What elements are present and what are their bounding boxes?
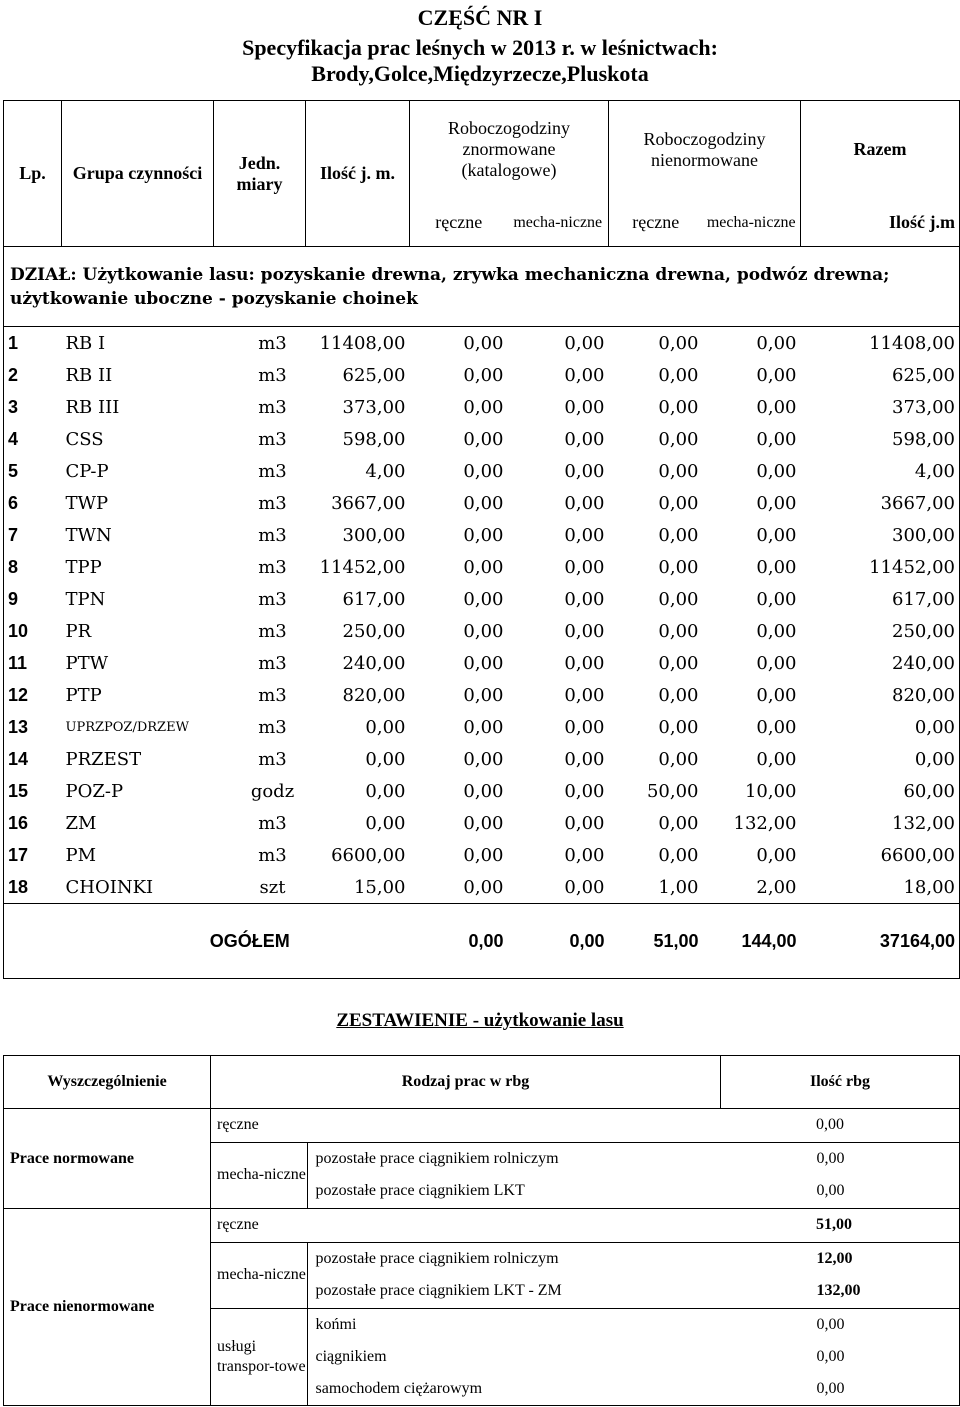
- row-razem: 250,00: [892, 620, 955, 642]
- summary-item-name: ciągnikiem: [315, 1347, 387, 1365]
- row-razem: 625,00: [892, 364, 955, 386]
- summary-item-value: 12,00: [816, 1250, 853, 1267]
- row-jm: m3: [258, 588, 287, 610]
- row-razem: 300,00: [892, 524, 955, 546]
- row-grupa: RB II: [65, 364, 113, 386]
- row-nienorm-mech: 0,00: [756, 428, 797, 450]
- row-jm: m3: [258, 748, 287, 770]
- row-nienorm-mech: 0,00: [756, 332, 797, 354]
- row-nienorm-mech: 0,00: [756, 684, 797, 706]
- header-nienormowane: Roboczogodziny nienormowane: [609, 101, 801, 199]
- row-nienorm-reczne: 0,00: [658, 332, 699, 354]
- row-grupa: RB I: [65, 332, 106, 354]
- row-jm: m3: [258, 428, 287, 450]
- table-row: [4, 839, 960, 871]
- row-grupa: TWP: [65, 492, 109, 514]
- row-ilosc: 6600,00: [331, 844, 406, 866]
- row-nienorm-mech: 0,00: [756, 844, 797, 866]
- header-lp: Lp.: [4, 101, 62, 247]
- sum-header-ilosc: Ilość rbg: [721, 1056, 960, 1109]
- summary-item-value: 0,00: [816, 1150, 845, 1168]
- summary-title: ZESTAWIENIE - użytkowanie lasu: [336, 1010, 624, 1031]
- row-nienorm-reczne: 0,00: [658, 588, 699, 610]
- section-dzial: DZIAŁ: Użytkowanie lasu: pozyskanie drewna, zrywka mechaniczna drewna, podwóz drewna; użytkowanie uboczne - pozyskanie choinek: [4, 247, 960, 327]
- summary-item-name: pozostałe prace ciągnikiem rolniczym: [315, 1250, 559, 1267]
- row-ilosc: 11452,00: [319, 556, 406, 578]
- row-grupa: PTP: [65, 684, 102, 706]
- summary-item: [308, 1309, 960, 1341]
- row-jm: m3: [258, 524, 287, 546]
- row-nienorm-reczne: 0,00: [658, 524, 699, 546]
- row-norm-reczne: 0,00: [463, 620, 504, 642]
- row-norm-mech: 0,00: [564, 556, 605, 578]
- row-nienorm-reczne: 0,00: [658, 556, 699, 578]
- row-grupa: TPP: [65, 556, 102, 578]
- row-nienorm-mech: 10,00: [744, 780, 797, 802]
- row-nienorm-mech: 0,00: [756, 620, 797, 642]
- table-row: [4, 327, 960, 360]
- summary-item-name: pozostałe prace ciągnikiem LKT - ZM: [315, 1282, 562, 1299]
- summary-item: [308, 1341, 960, 1373]
- row-nienorm-mech: 0,00: [756, 748, 797, 770]
- row-norm-mech: 0,00: [564, 876, 605, 898]
- row-norm-reczne: 0,00: [463, 780, 504, 802]
- row-norm-mech: 0,00: [564, 364, 605, 386]
- table-row: [4, 647, 960, 679]
- row-grupa: UPRZPOZ/DRZEW: [65, 719, 189, 735]
- nienorm-reczne-label: ręczne: [217, 1216, 259, 1234]
- row-norm-mech: 0,00: [564, 492, 605, 514]
- row-grupa: PM: [65, 844, 97, 866]
- summary-item: [308, 1275, 960, 1307]
- sum-header-rodzaj: Rodzaj prac w rbg: [211, 1056, 721, 1109]
- table-row: [4, 711, 960, 743]
- row-jm: m3: [258, 396, 287, 418]
- header-grupa: Grupa czynności: [62, 101, 214, 247]
- row-lp: 13: [8, 716, 29, 737]
- row-nienorm-mech: 2,00: [756, 876, 797, 898]
- row-ilosc: 0,00: [365, 812, 406, 834]
- total-label: OGÓŁEM: [4, 904, 410, 979]
- row-razem: 373,00: [892, 396, 955, 418]
- norm-reczne-value: 0,00: [816, 1116, 844, 1134]
- row-lp: 18: [8, 876, 29, 897]
- summary-item-value: 0,00: [816, 1182, 845, 1200]
- row-ilosc: 625,00: [342, 364, 406, 386]
- summary-item: [308, 1175, 960, 1207]
- header-nienorm-reczne: ręczne: [609, 199, 703, 247]
- row-norm-reczne: 0,00: [463, 652, 504, 674]
- row-jm: m3: [258, 460, 287, 482]
- row-lp: 4: [8, 428, 19, 449]
- row-norm-reczne: 0,00: [463, 812, 504, 834]
- row-grupa: CHOINKI: [65, 876, 154, 898]
- row-jm: m3: [258, 844, 287, 866]
- row-grupa: PR: [65, 620, 92, 642]
- nienorm-uslugi-label: usługi transpor-towe: [211, 1308, 307, 1405]
- norm-mech-label: mecha-niczne: [211, 1142, 307, 1208]
- row-razem: 60,00: [903, 780, 955, 802]
- table-row: [4, 743, 960, 775]
- normowane-block: [211, 1109, 960, 1208]
- row-norm-mech: 0,00: [564, 812, 605, 834]
- header-jedn: Jedn. miary: [214, 101, 306, 247]
- row-lp: 2: [8, 364, 19, 385]
- row-razem: 820,00: [892, 684, 955, 706]
- row-nienorm-reczne: 0,00: [658, 844, 699, 866]
- row-ilosc: 3667,00: [331, 492, 406, 514]
- row-razem: 598,00: [892, 428, 955, 450]
- row-nienorm-reczne: 1,00: [658, 876, 699, 898]
- table-row: [4, 615, 960, 647]
- summary-item-value: 0,00: [816, 1379, 845, 1397]
- row-lp: 12: [8, 684, 29, 705]
- row-norm-reczne: 0,00: [463, 524, 504, 546]
- header-norm-mech: mecha-niczne: [508, 199, 609, 247]
- summary-item-name: pozostałe prace ciągnikiem LKT: [315, 1182, 525, 1200]
- row-razem: 11408,00: [869, 332, 955, 354]
- header-razem: Razem: [801, 101, 960, 199]
- row-norm-mech: 0,00: [564, 620, 605, 642]
- row-nienorm-mech: 0,00: [756, 652, 797, 674]
- row-nienorm-mech: 0,00: [756, 588, 797, 610]
- row-nienorm-reczne: 0,00: [658, 812, 699, 834]
- row-razem: 0,00: [914, 716, 955, 738]
- header-nienorm-mech: mecha-niczne: [703, 199, 801, 247]
- row-norm-mech: 0,00: [564, 460, 605, 482]
- row-lp: 17: [8, 844, 29, 865]
- table-row: [4, 551, 960, 583]
- table-row: [4, 519, 960, 551]
- row-jm: szt: [259, 876, 286, 898]
- total-norm-mech: 0,00: [508, 904, 609, 979]
- row-nienorm-reczne: 0,00: [658, 428, 699, 450]
- row-lp: 15: [8, 780, 29, 801]
- row-nienorm-reczne: 0,00: [658, 492, 699, 514]
- row-ilosc: 15,00: [353, 876, 406, 898]
- row-ilosc: 617,00: [342, 588, 406, 610]
- summary-item-value: 0,00: [816, 1315, 845, 1333]
- row-norm-reczne: 0,00: [463, 396, 504, 418]
- row-lp: 6: [8, 492, 19, 513]
- total-nienorm-mech: 144,00: [703, 904, 801, 979]
- row-norm-reczne: 0,00: [463, 364, 504, 386]
- row-nienorm-reczne: 0,00: [658, 748, 699, 770]
- summary-item: [308, 1143, 960, 1175]
- row-nienorm-reczne: 0,00: [658, 652, 699, 674]
- row-ilosc: 250,00: [342, 620, 406, 642]
- row-norm-mech: 0,00: [564, 428, 605, 450]
- row-norm-mech: 0,00: [564, 844, 605, 866]
- row-razem: 6600,00: [880, 844, 955, 866]
- table-row: [4, 487, 960, 519]
- sum-nienormowane-label: Prace nienormowane: [4, 1209, 211, 1406]
- norm-reczne-label: ręczne: [217, 1116, 259, 1134]
- row-nienorm-mech: 132,00: [733, 812, 797, 834]
- row-norm-mech: 0,00: [564, 716, 605, 738]
- nienormowane-block: [211, 1209, 960, 1405]
- summary-item: [308, 1243, 960, 1275]
- row-jm: m3: [258, 620, 287, 642]
- row-ilosc: 373,00: [342, 396, 406, 418]
- row-lp: 9: [8, 588, 19, 609]
- row-norm-mech: 0,00: [564, 524, 605, 546]
- row-jm: godz: [250, 780, 295, 802]
- part-heading: CZĘŚĆ NR I: [417, 5, 543, 30]
- total-nienorm-reczne: 51,00: [609, 904, 703, 979]
- total-razem: 37164,00: [801, 904, 960, 979]
- row-ilosc: 0,00: [365, 716, 406, 738]
- row-nienorm-reczne: 0,00: [658, 364, 699, 386]
- row-razem: 240,00: [892, 652, 955, 674]
- row-razem: 617,00: [892, 588, 955, 610]
- row-grupa: TWN: [65, 524, 112, 546]
- row-grupa: ZM: [65, 812, 97, 834]
- row-grupa: RB III: [65, 396, 120, 418]
- row-ilosc: 11408,00: [319, 332, 406, 354]
- table-row: [4, 359, 960, 391]
- row-ilosc: 598,00: [342, 428, 406, 450]
- row-ilosc: 0,00: [365, 780, 406, 802]
- row-norm-mech: 0,00: [564, 332, 605, 354]
- row-lp: 11: [8, 652, 28, 673]
- row-grupa: PRZEST: [65, 748, 142, 770]
- row-jm: m3: [258, 716, 287, 738]
- row-razem: 3667,00: [880, 492, 955, 514]
- row-ilosc: 4,00: [365, 460, 406, 482]
- row-norm-mech: 0,00: [564, 780, 605, 802]
- row-jm: m3: [258, 652, 287, 674]
- sum-header-wysz: Wyszczególnienie: [4, 1056, 211, 1109]
- row-nienorm-reczne: 0,00: [658, 716, 699, 738]
- summary-item-name: końmi: [315, 1315, 357, 1333]
- header-ilosc: Ilość j. m.: [306, 101, 410, 247]
- row-nienorm-reczne: 0,00: [658, 396, 699, 418]
- row-ilosc: 0,00: [365, 748, 406, 770]
- summary-item-value: 0,00: [816, 1347, 845, 1365]
- row-norm-reczne: 0,00: [463, 492, 504, 514]
- row-lp: 8: [8, 556, 19, 577]
- row-norm-mech: 0,00: [564, 748, 605, 770]
- row-ilosc: 820,00: [342, 684, 406, 706]
- sum-normowane-label: Prace normowane: [4, 1109, 211, 1209]
- row-norm-mech: 0,00: [564, 652, 605, 674]
- row-norm-mech: 0,00: [564, 396, 605, 418]
- summary-item-name: pozostałe prace ciągnikiem rolniczym: [315, 1150, 559, 1168]
- row-nienorm-mech: 0,00: [756, 396, 797, 418]
- row-lp: 16: [8, 812, 29, 833]
- header-razem-ilosc: Ilość j.m: [801, 199, 960, 247]
- row-lp: 10: [8, 620, 29, 641]
- table-row: [4, 871, 960, 904]
- row-razem: 132,00: [892, 812, 955, 834]
- forestry-list: Brody,Golce,Międzyrzecze,Pluskota: [311, 61, 649, 86]
- table-row: [4, 807, 960, 839]
- header-znormowane: Roboczogodziny znormowane (katalogowe): [410, 101, 609, 199]
- row-jm: m3: [258, 812, 287, 834]
- row-ilosc: 240,00: [342, 652, 406, 674]
- row-jm: m3: [258, 556, 287, 578]
- row-jm: m3: [258, 332, 287, 354]
- table-row: [4, 455, 960, 487]
- table-row: [4, 391, 960, 423]
- summary-table: [3, 1055, 960, 1406]
- row-lp: 5: [8, 460, 19, 481]
- row-norm-reczne: 0,00: [463, 716, 504, 738]
- row-jm: m3: [258, 364, 287, 386]
- row-lp: 1: [8, 332, 19, 353]
- summary-item: [308, 1373, 960, 1405]
- row-norm-reczne: 0,00: [463, 428, 504, 450]
- row-norm-mech: 0,00: [564, 684, 605, 706]
- row-nienorm-reczne: 0,00: [658, 620, 699, 642]
- row-razem: 18,00: [903, 876, 955, 898]
- row-norm-reczne: 0,00: [463, 556, 504, 578]
- table-row: [4, 583, 960, 615]
- total-norm-reczne: 0,00: [410, 904, 508, 979]
- row-lp: 14: [8, 748, 29, 769]
- row-lp: 3: [8, 396, 19, 417]
- row-grupa: CP-P: [65, 460, 109, 482]
- row-grupa: CSS: [65, 428, 104, 450]
- row-grupa: POZ-P: [65, 780, 124, 802]
- row-norm-reczne: 0,00: [463, 748, 504, 770]
- row-nienorm-mech: 0,00: [756, 492, 797, 514]
- row-norm-reczne: 0,00: [463, 876, 504, 898]
- row-razem: 4,00: [914, 460, 955, 482]
- table-row: [4, 423, 960, 455]
- spec-title: Specyfikacja prac leśnych w 2013 r. w leśnictwach:: [242, 35, 718, 60]
- summary-item-value: 132,00: [816, 1282, 861, 1299]
- row-razem: 0,00: [914, 748, 955, 770]
- row-nienorm-reczne: 0,00: [658, 460, 699, 482]
- row-grupa: PTW: [65, 652, 109, 674]
- row-norm-reczne: 0,00: [463, 844, 504, 866]
- row-nienorm-reczne: 50,00: [646, 780, 699, 802]
- header-norm-reczne: ręczne: [410, 199, 508, 247]
- row-lp: 7: [8, 524, 19, 545]
- row-norm-reczne: 0,00: [463, 460, 504, 482]
- row-nienorm-mech: 0,00: [756, 716, 797, 738]
- table-row: [4, 679, 960, 711]
- nienorm-mech-label: mecha-niczne: [211, 1242, 307, 1308]
- summary-item-name: samochodem ciężarowym: [315, 1379, 483, 1397]
- row-norm-reczne: 0,00: [463, 588, 504, 610]
- row-jm: m3: [258, 492, 287, 514]
- row-nienorm-mech: 0,00: [756, 364, 797, 386]
- row-nienorm-mech: 0,00: [756, 460, 797, 482]
- row-ilosc: 300,00: [342, 524, 406, 546]
- row-nienorm-mech: 0,00: [756, 556, 797, 578]
- row-norm-reczne: 0,00: [463, 332, 504, 354]
- nienorm-reczne-value: 51,00: [816, 1216, 852, 1234]
- row-nienorm-reczne: 0,00: [658, 684, 699, 706]
- work-spec-table: [3, 100, 960, 979]
- row-norm-reczne: 0,00: [463, 684, 504, 706]
- row-nienorm-mech: 0,00: [756, 524, 797, 546]
- row-grupa: TPN: [65, 588, 106, 610]
- row-norm-mech: 0,00: [564, 588, 605, 610]
- row-jm: m3: [258, 684, 287, 706]
- table-row: [4, 775, 960, 807]
- row-razem: 11452,00: [869, 556, 955, 578]
